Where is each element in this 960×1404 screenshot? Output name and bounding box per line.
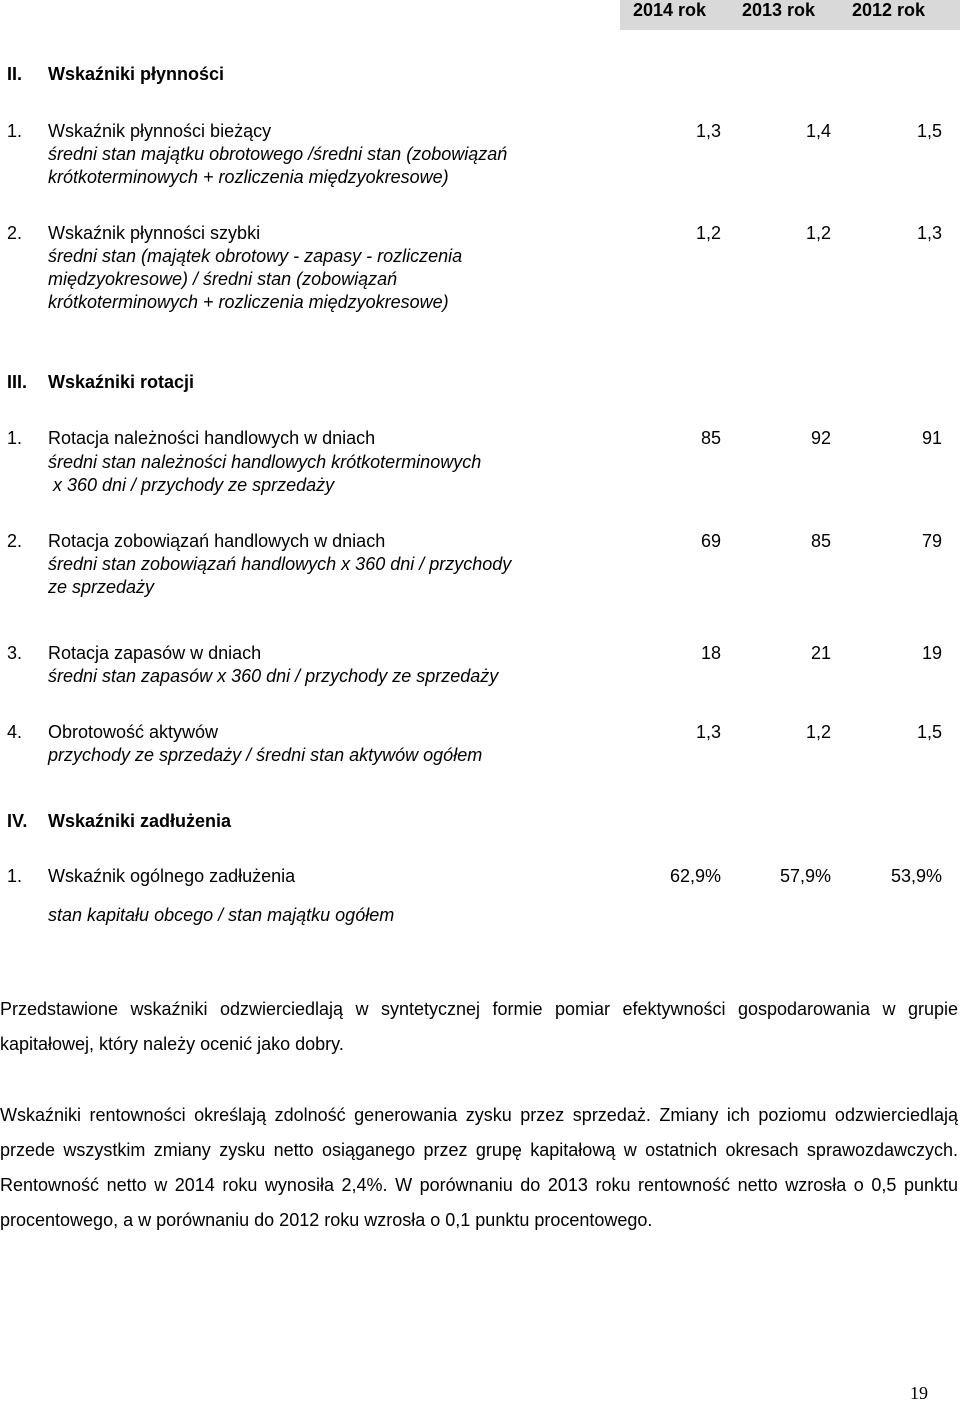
year-2014: 2014 rok [633, 0, 707, 20]
value-2014: 1,3 [695, 722, 721, 742]
item-formula-line: średni stan zobowiązań handlowych x 360 dni / przychody [48, 554, 512, 574]
year-2013: 2013 rok [742, 0, 816, 20]
value-2012: 1,3 [916, 223, 942, 243]
item-number: 3. [7, 643, 23, 663]
item-number: 2. [7, 223, 23, 243]
value-2014: 1,3 [695, 121, 721, 141]
value-2012: 79 [921, 531, 942, 551]
item-formula-line: x 360 dni / przychody ze sprzedaży [48, 475, 335, 495]
value-2013: 21 [810, 643, 831, 663]
value-2013: 57,9% [779, 866, 831, 886]
value-2012: 1,5 [916, 121, 942, 141]
item-name: Rotacja należności handlowych w dniach [48, 428, 376, 448]
section-title: Wskaźniki płynności [48, 64, 225, 84]
section-number: III. [7, 372, 28, 392]
item-formula-line: międzyokresowe) / średni stan (zobowiązań [48, 269, 398, 289]
section-number: IV. [7, 811, 28, 831]
item-name: Wskaźnik płynności bieżący [48, 121, 272, 141]
year-2012: 2012 rok [852, 0, 926, 20]
year-header [620, 0, 960, 30]
value-2014: 62,9% [669, 866, 721, 886]
section-title: Wskaźniki zadłużenia [48, 811, 232, 831]
item-name: Rotacja zobowiązań handlowych w dniach [48, 531, 386, 551]
value-2013: 1,2 [805, 722, 831, 742]
value-2014: 1,2 [695, 223, 721, 243]
value-2012: 53,9% [890, 866, 942, 886]
value-2013: 92 [810, 428, 831, 448]
item-name: Wskaźnik ogólnego zadłużenia [48, 866, 296, 886]
item-number: 1. [7, 866, 23, 886]
item-formula-line: średni stan majątku obrotowego /średni stan (zobowiązań [48, 144, 508, 164]
item-formula-line: średni stan (majątek obrotowy - zapasy - rozliczenia [48, 246, 463, 266]
item-formula-line: krótkoterminowych + rozliczenia międzyokresowe) [48, 167, 449, 187]
section-number: II. [7, 64, 23, 84]
item-formula-line: przychody ze sprzedaży / średni stan aktywów ogółem [48, 745, 483, 765]
value-2012: 1,5 [916, 722, 942, 742]
item-formula-line: średni stan należności handlowych krótkoterminowych [48, 452, 482, 472]
summary-paragraph: Przedstawione wskaźniki odzwierciedlają w syntetycznej formie pomiar efektywności gospodarowania w grupie kapitałowej, który należy ocenić jako dobry. [0, 999, 958, 1054]
item-name: Wskaźnik płynności szybki [48, 223, 261, 243]
page-number: 19 [910, 1383, 928, 1403]
value-2012: 91 [921, 428, 942, 448]
item-number: 1. [7, 428, 23, 448]
item-formula-line: średni stan zapasów x 360 dni / przychody ze sprzedaży [48, 666, 499, 686]
item-name: Obrotowość aktywów [48, 722, 219, 742]
item-number: 1. [7, 121, 23, 141]
section-title: Wskaźniki rotacji [48, 372, 195, 392]
value-2013: 85 [810, 531, 831, 551]
value-2014: 85 [700, 428, 721, 448]
item-number: 2. [7, 531, 23, 551]
value-2014: 69 [700, 531, 721, 551]
profitability-paragraph: Wskaźniki rentowności określają zdolność generowania zysku przez sprzedaż. Zmiany ich poziomu odzwierciedlają przede wszystkim zmiany zysku netto osiąganego przez grupę kapitałową w ostatnich okresach sprawozdawczych. Rentowność netto w 2014 roku wynosiła 2,4%. W porównaniu do 2013 roku rentowność netto wzrosła o 0,5 punktu procentowego, a w porównaniu do 2012 roku wzrosła o 0,1 punktu procentowego. [0, 1105, 958, 1230]
value-2012: 19 [921, 643, 942, 663]
value-2013: 1,2 [805, 223, 831, 243]
value-2014: 18 [700, 643, 721, 663]
item-name: Rotacja zapasów w dniach [48, 643, 262, 663]
item-formula-line: krótkoterminowych + rozliczenia międzyokresowe) [48, 292, 449, 312]
item-formula-line: ze sprzedaży [48, 577, 155, 597]
item-number: 4. [7, 722, 23, 742]
value-2013: 1,4 [805, 121, 831, 141]
item-formula-line: stan kapitału obcego / stan majątku ogółem [48, 905, 395, 925]
